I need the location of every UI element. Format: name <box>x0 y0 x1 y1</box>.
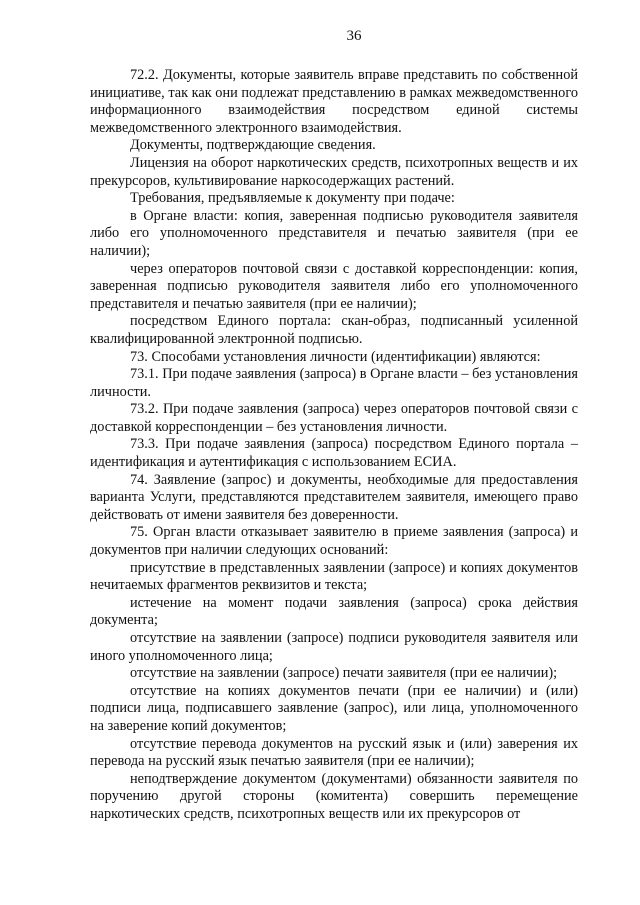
document-body <box>90 67 578 824</box>
paragraph-74: 74. Заявление (запрос) и документы, необходимые для предоставления варианта Услуги, представляются представителем заявителя, имеющего право действовать от имени заявителя без доверенности. <box>90 471 578 523</box>
paragraph-requirements: Требования, предъявляемые к документу при подаче: <box>130 190 455 207</box>
paragraph-73: 73. Способами установления личности (идентификации) являются: <box>130 348 541 365</box>
paragraph-no-seal: отсутствие на заявлении (запросе) печати заявителя (при ее наличии); <box>130 665 558 682</box>
page-number: 36 <box>346 28 362 44</box>
paragraph-portal: посредством Единого портала: скан-образ, подписанный усиленной квалифицированной электронной подписью. <box>90 313 578 347</box>
paragraph-license: Лицензия на оборот наркотических средств, психотропных веществ и их прекурсоров, культивирование наркосодержащих растений. <box>90 154 578 189</box>
paragraph-75: 75. Орган власти отказывает заявителю в приеме заявления (запроса) и документов при наличии следующих оснований: <box>90 524 578 559</box>
paragraph-documents-info: Документы, подтверждающие сведения. <box>130 137 376 154</box>
paragraph-postal: через операторов почтовой связи с доставкой корреспонденции: копия, заверенная подписью руководителя заявителя либо его уполномоченного представителя и печатью заявителя (при ее наличии); <box>90 260 578 312</box>
paragraph-73-3: 73.3. При подаче заявления (запроса) посредством Единого портала – идентификация и аутентификация с использованием ЕСИА. <box>90 436 578 471</box>
paragraph-no-translation: отсутствие перевода документов на русский язык и (или) заверения их перевода на русский язык печатью заявителя (при ее наличии); <box>90 735 578 770</box>
paragraph-copies-no-seal: отсутствие на копиях документов печати (при ее наличии) и (или) подписи лица, подписавшего заявление (запрос), или лица, уполномоченного на заверение копий документов; <box>90 682 578 734</box>
paragraph-expired-document: истечение на момент подачи заявления (запроса) срока действия документа; <box>90 594 578 629</box>
paragraph-73-1: 73.1. При подаче заявления (запроса) в Органе власти – без установления личности. <box>90 366 578 400</box>
paragraph-in-authority: в Органе власти: копия, заверенная подписью руководителя заявителя либо его уполномоченного представителя и печатью заявителя (при ее наличии); <box>90 207 578 259</box>
paragraph-unreadable-fragments: присутствие в представленных заявлении (запросе) и копиях документов нечитаемых фрагментов реквизитов и текста; <box>90 559 578 594</box>
paragraph-73-2: 73.2. При подаче заявления (запроса) через операторов почтовой связи с доставкой корреспонденции – без установления личности. <box>90 401 578 435</box>
paragraph-no-signature: отсутствие на заявлении (запросе) подписи руководителя заявителя или иного уполномоченного лица; <box>90 630 578 664</box>
paragraph-non-confirmation: неподтверждение документом (документами) обязанности заявителя по поручению другой стороны (комитента) совершить перемещение наркотических средств, психотропных веществ или их прекурсоров от <box>90 770 578 822</box>
paragraph-72-2: 72.2. Документы, которые заявитель вправе представить по собственной инициативе, так как они подлежат представлению в рамках межведомственного информационного взаимодействия посредством единой системы межведомственного электронного взаимодействия. <box>90 67 578 136</box>
